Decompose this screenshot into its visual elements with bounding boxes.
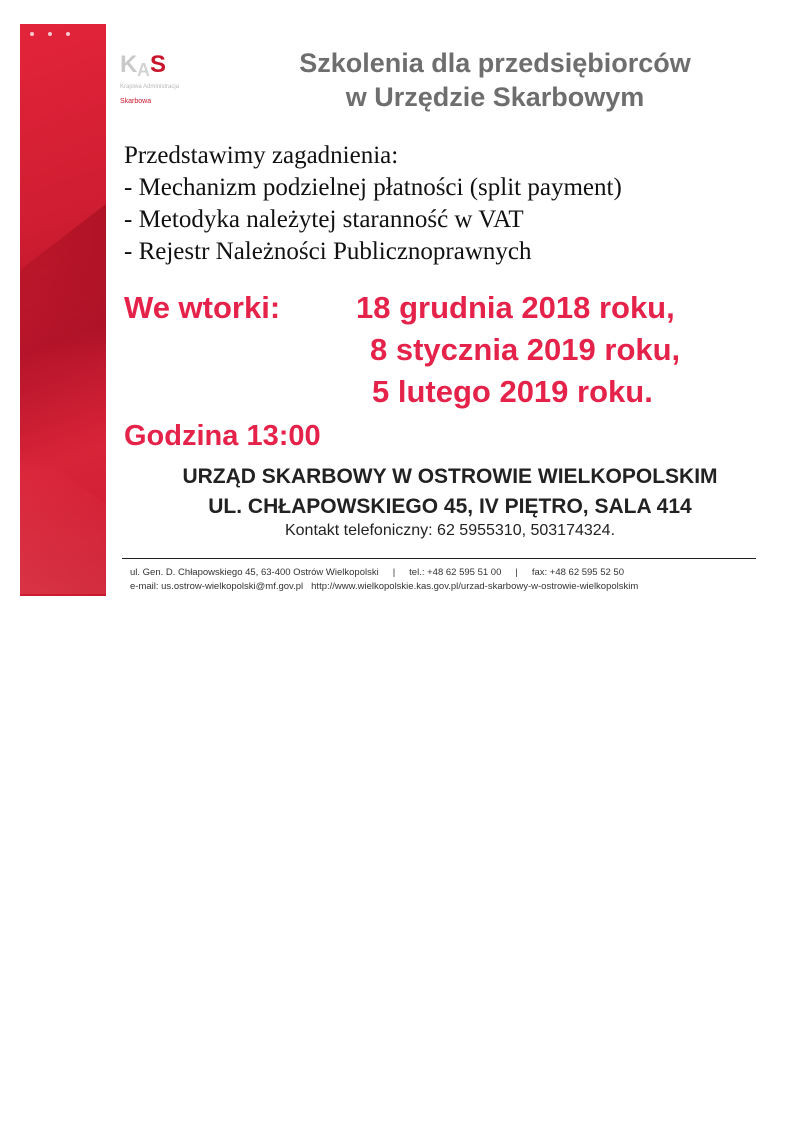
training-hour: Godzina 13:00 bbox=[124, 420, 321, 452]
date-row bbox=[124, 374, 794, 416]
footer-email[interactable]: e-mail: us.ostrow-wielkopolski@mf.gov.pl bbox=[130, 581, 304, 592]
page-title bbox=[200, 46, 790, 114]
title-line-1: Szkolenia dla przedsiębiorców bbox=[299, 48, 691, 78]
band-facet-upper bbox=[20, 204, 106, 424]
title-line-2: w Urzędzie Skarbowym bbox=[345, 82, 645, 112]
footer-fax: fax: +48 62 595 52 50 bbox=[531, 567, 625, 578]
band-dot bbox=[30, 32, 34, 36]
footer-row-2 bbox=[130, 580, 770, 594]
date-item: 8 stycznia 2019 roku, bbox=[370, 332, 681, 367]
kas-logo-icon bbox=[120, 48, 170, 80]
date-row bbox=[124, 332, 794, 374]
address-line-1: URZĄD SKARBOWY W OSTROWIE WIELKOPOLSKIM bbox=[182, 465, 718, 488]
band-dots bbox=[30, 32, 70, 36]
footer-url-link[interactable]: http://www.wielkopolskie.kas.gov.pl/urzad-skarbowy-w-ostrowie-wielkopolskim bbox=[311, 581, 639, 592]
band-facet-lower bbox=[20, 444, 106, 594]
decorative-red-band bbox=[20, 24, 106, 596]
svg-text:A: A bbox=[137, 60, 150, 80]
svg-text:S: S bbox=[150, 51, 167, 78]
date-item: 18 grudnia 2018 roku, bbox=[356, 290, 675, 325]
contact-phone: Kontakt telefoniczny: 62 5955310, 503174324. bbox=[284, 522, 616, 539]
topics-list bbox=[124, 140, 794, 268]
schedule-dates bbox=[124, 290, 794, 416]
topic-item: - Metodyka należytej staranność w VAT bbox=[124, 206, 524, 233]
band-dot bbox=[48, 32, 52, 36]
kas-logo-brand: Skarbowa bbox=[120, 98, 152, 105]
date-row bbox=[124, 290, 794, 332]
footer-street: ul. Gen. D. Chłapowskiego 45, 63-400 Ostrów Wielkopolski bbox=[130, 567, 379, 578]
topic-item: - Rejestr Należności Publicznoprawnych bbox=[124, 238, 532, 265]
footer-tel: tel.: +48 62 595 51 00 bbox=[409, 567, 502, 578]
footer-row-1 bbox=[130, 566, 770, 580]
svg-text:K: K bbox=[120, 51, 138, 78]
address-line-2: UL. CHŁAPOWSKIEGO 45, IV PIĘTRO, SALA 414 bbox=[208, 495, 692, 518]
footer-separator: | bbox=[392, 567, 396, 578]
schedule-label: We wtorki: bbox=[124, 290, 281, 325]
footer-separator: | bbox=[515, 567, 518, 578]
footer-divider bbox=[122, 558, 756, 559]
date-item: 5 lutego 2019 roku. bbox=[372, 374, 653, 409]
kas-logo-small-text: Krajowa Administracja bbox=[120, 84, 180, 90]
topic-item: - Mechanizm podzielnej płatności (split payment) bbox=[124, 174, 622, 201]
footer bbox=[130, 566, 770, 594]
band-dot bbox=[66, 32, 70, 36]
topics-intro: Przedstawimy zagadnienia: bbox=[124, 142, 399, 169]
office-address bbox=[120, 462, 780, 522]
